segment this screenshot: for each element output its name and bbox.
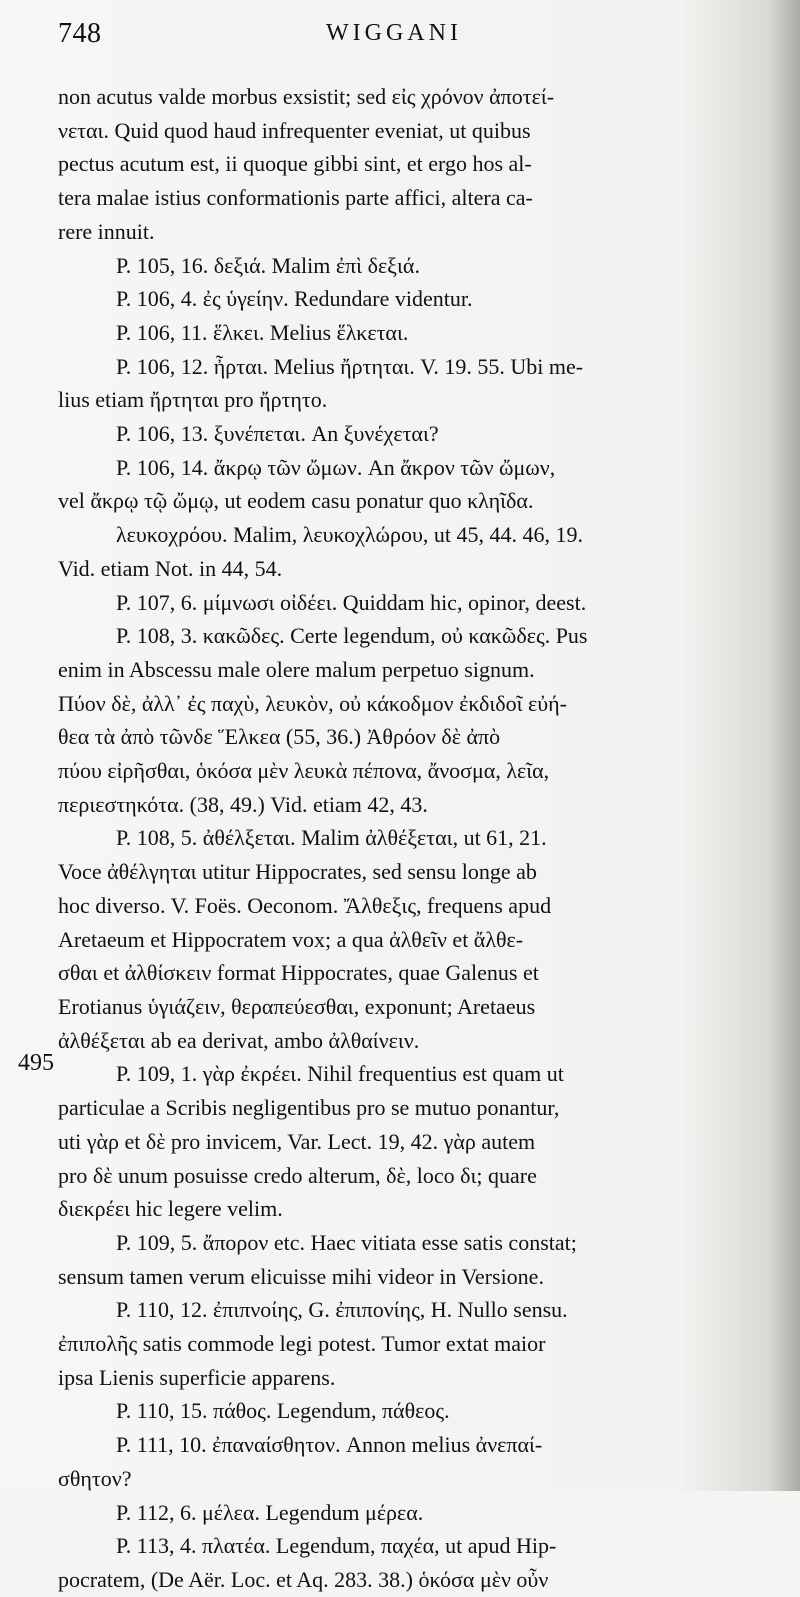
text-line: P. 106, 11. ἕλκει. Melius ἕλκεται. — [116, 319, 409, 345]
text-line: particulae a Scribis negligentibus pro se mutuo ponantur, — [58, 1095, 560, 1121]
text-line: enim in Abscessu male olere malum perpetuo signum. — [58, 656, 535, 682]
text-line: non acutus valde morbus exsistit; sed εἰς χρόνον ἀποτεί- — [58, 84, 555, 109]
page-header — [58, 18, 748, 58]
text-line: P. 113, 4. πλατέα. Legendum, παχέα, ut apud Hip- — [116, 1533, 557, 1559]
text-line: rere innuit. — [58, 218, 155, 244]
page-number: 748 — [58, 18, 102, 49]
text-line: pocratem, (De Aër. Loc. et Aq. 283. 38.) ὁκόσα μὲν οὖν — [58, 1566, 549, 1592]
text-line: διεκρέει hic legere velim. — [58, 1196, 283, 1222]
text-line: ipsa Lienis superficie apparens. — [58, 1364, 336, 1390]
text-line: Vid. etiam Not. in 44, 54. — [58, 555, 283, 581]
text-line: Erotianus ὑγιάζειν, θεραπεύεσθαι, exponunt; Aretaeus — [58, 993, 536, 1019]
text-line: ἐπιπολῆς satis commode legi potest. Tumor extat maior — [58, 1331, 546, 1357]
text-line: P. 110, 12. ἐπιπνοίης, G. ἐπιπονίης, H. Nullo sensu. — [116, 1297, 568, 1323]
text-line: P. 106, 4. ἐς ὑγείην. Redundare videntur. — [116, 286, 473, 312]
text-line: uti γὰρ et δὲ pro invicem, Var. Lect. 19, 42. γὰρ autem — [58, 1128, 536, 1154]
text-line: ἀλθέξεται ab ea derivat, ambo ἀλθαίνειν. — [58, 1027, 420, 1053]
text-line: P. 110, 15. πάθος. Legendum, πάθεος. — [116, 1398, 450, 1424]
text-line: tera malae istius conformationis parte affici, altera ca- — [58, 185, 533, 211]
text-line: λευκοχρόου. Malim, λευκοχλώρου, ut 45, 44. 46, 19. — [116, 522, 583, 548]
text-line: P. 111, 10. ἐπαναίσθητον. Annon melius ἀνεπαί- — [116, 1432, 543, 1458]
text-line: Voce ἀθέλγηται utitur Hippocrates, sed sensu longe ab — [58, 859, 537, 885]
text-line: P. 109, 5. ἄπορον etc. Haec vitiata esse satis constat; — [116, 1229, 577, 1255]
text-line: Aretaeum et Hippocratem vox; a qua ἀλθεῖν et ἄλθε- — [58, 926, 524, 952]
body-text — [58, 80, 748, 1597]
text-line: περιεστηκότα. (38, 49.) Vid. etiam 42, 43. — [58, 791, 428, 817]
text-line: P. 106, 13. ξυνέπεται. An ξυνέχεται? — [116, 421, 439, 447]
text-line: hoc diverso. V. Foës. Oeconom. Ἄλθεξις, frequens apud — [58, 892, 552, 918]
text-line: pectus acutum est, ii quoque gibbi sint, et ergo hos al- — [58, 151, 532, 177]
text-line: Πύον δὲ, ἀλλ᾽ ἐς παχὺ, λευκὸν, οὐ κάκοδμον ἐκδιδοῖ εὐή- — [58, 690, 567, 716]
text-line: P. 105, 16. δεξιά. Malim ἐπὶ δεξιά. — [116, 252, 420, 278]
text-line: P. 107, 6. μίμνωσι οἰδέει. Quiddam hic, opinor, deest. — [116, 589, 587, 615]
text-line: pro δὲ unum posuisse credo alterum, δὲ, loco δι; quare — [58, 1162, 537, 1188]
text-line: θεα τὰ ἀπὸ τῶνδε Ἕλκεα (55, 36.) Ἀθρόον δὲ ἀπὸ — [58, 724, 501, 750]
text-line: σθητον? — [58, 1465, 132, 1491]
text-line: πύου εἰρῆσθαι, ὁκόσα μὲν λευκὰ πέπονα, ἄνοσμα, λεῖα, — [58, 758, 550, 784]
text-line: σθαι et ἀλθίσκειν format Hippocrates, quae Galenus et — [58, 960, 539, 986]
text-line: P. 106, 14. ἄκρῳ τῶν ὤμων. An ἄκρον τῶν ὤμων, — [116, 454, 556, 480]
text-line: lius etiam ἤρτηται pro ἤρτητο. — [58, 387, 328, 413]
running-head: WIGGANI — [326, 20, 462, 46]
text-line: P. 109, 1. γὰρ ἐκρέει. Nihil frequentius est quam ut — [116, 1061, 564, 1087]
text-line: P. 112, 6. μέλεα. Legendum μέρεα. — [116, 1499, 424, 1525]
text-line: vel ἄκρῳ τῷ ὤμῳ, ut eodem casu ponatur quo κληῖδα. — [58, 488, 534, 514]
text-line: P. 108, 3. κακῶδες. Certe legendum, οὐ κακῶδες. Pus — [116, 623, 588, 649]
text-line: P. 108, 5. ἀθέλξεται. Malim ἀλθέξεται, ut 61, 21. — [116, 825, 547, 851]
text-line: νεται. Quid quod haud infrequenter eveniat, ut quibus — [58, 117, 531, 143]
text-line: P. 106, 12. ἦρται. Melius ἤρτηται. V. 19. 55. Ubi me- — [116, 353, 584, 379]
text-line: sensum tamen verum elicuisse mihi videor in Versione. — [58, 1263, 544, 1289]
margin-page-reference: 495 — [18, 1050, 54, 1076]
